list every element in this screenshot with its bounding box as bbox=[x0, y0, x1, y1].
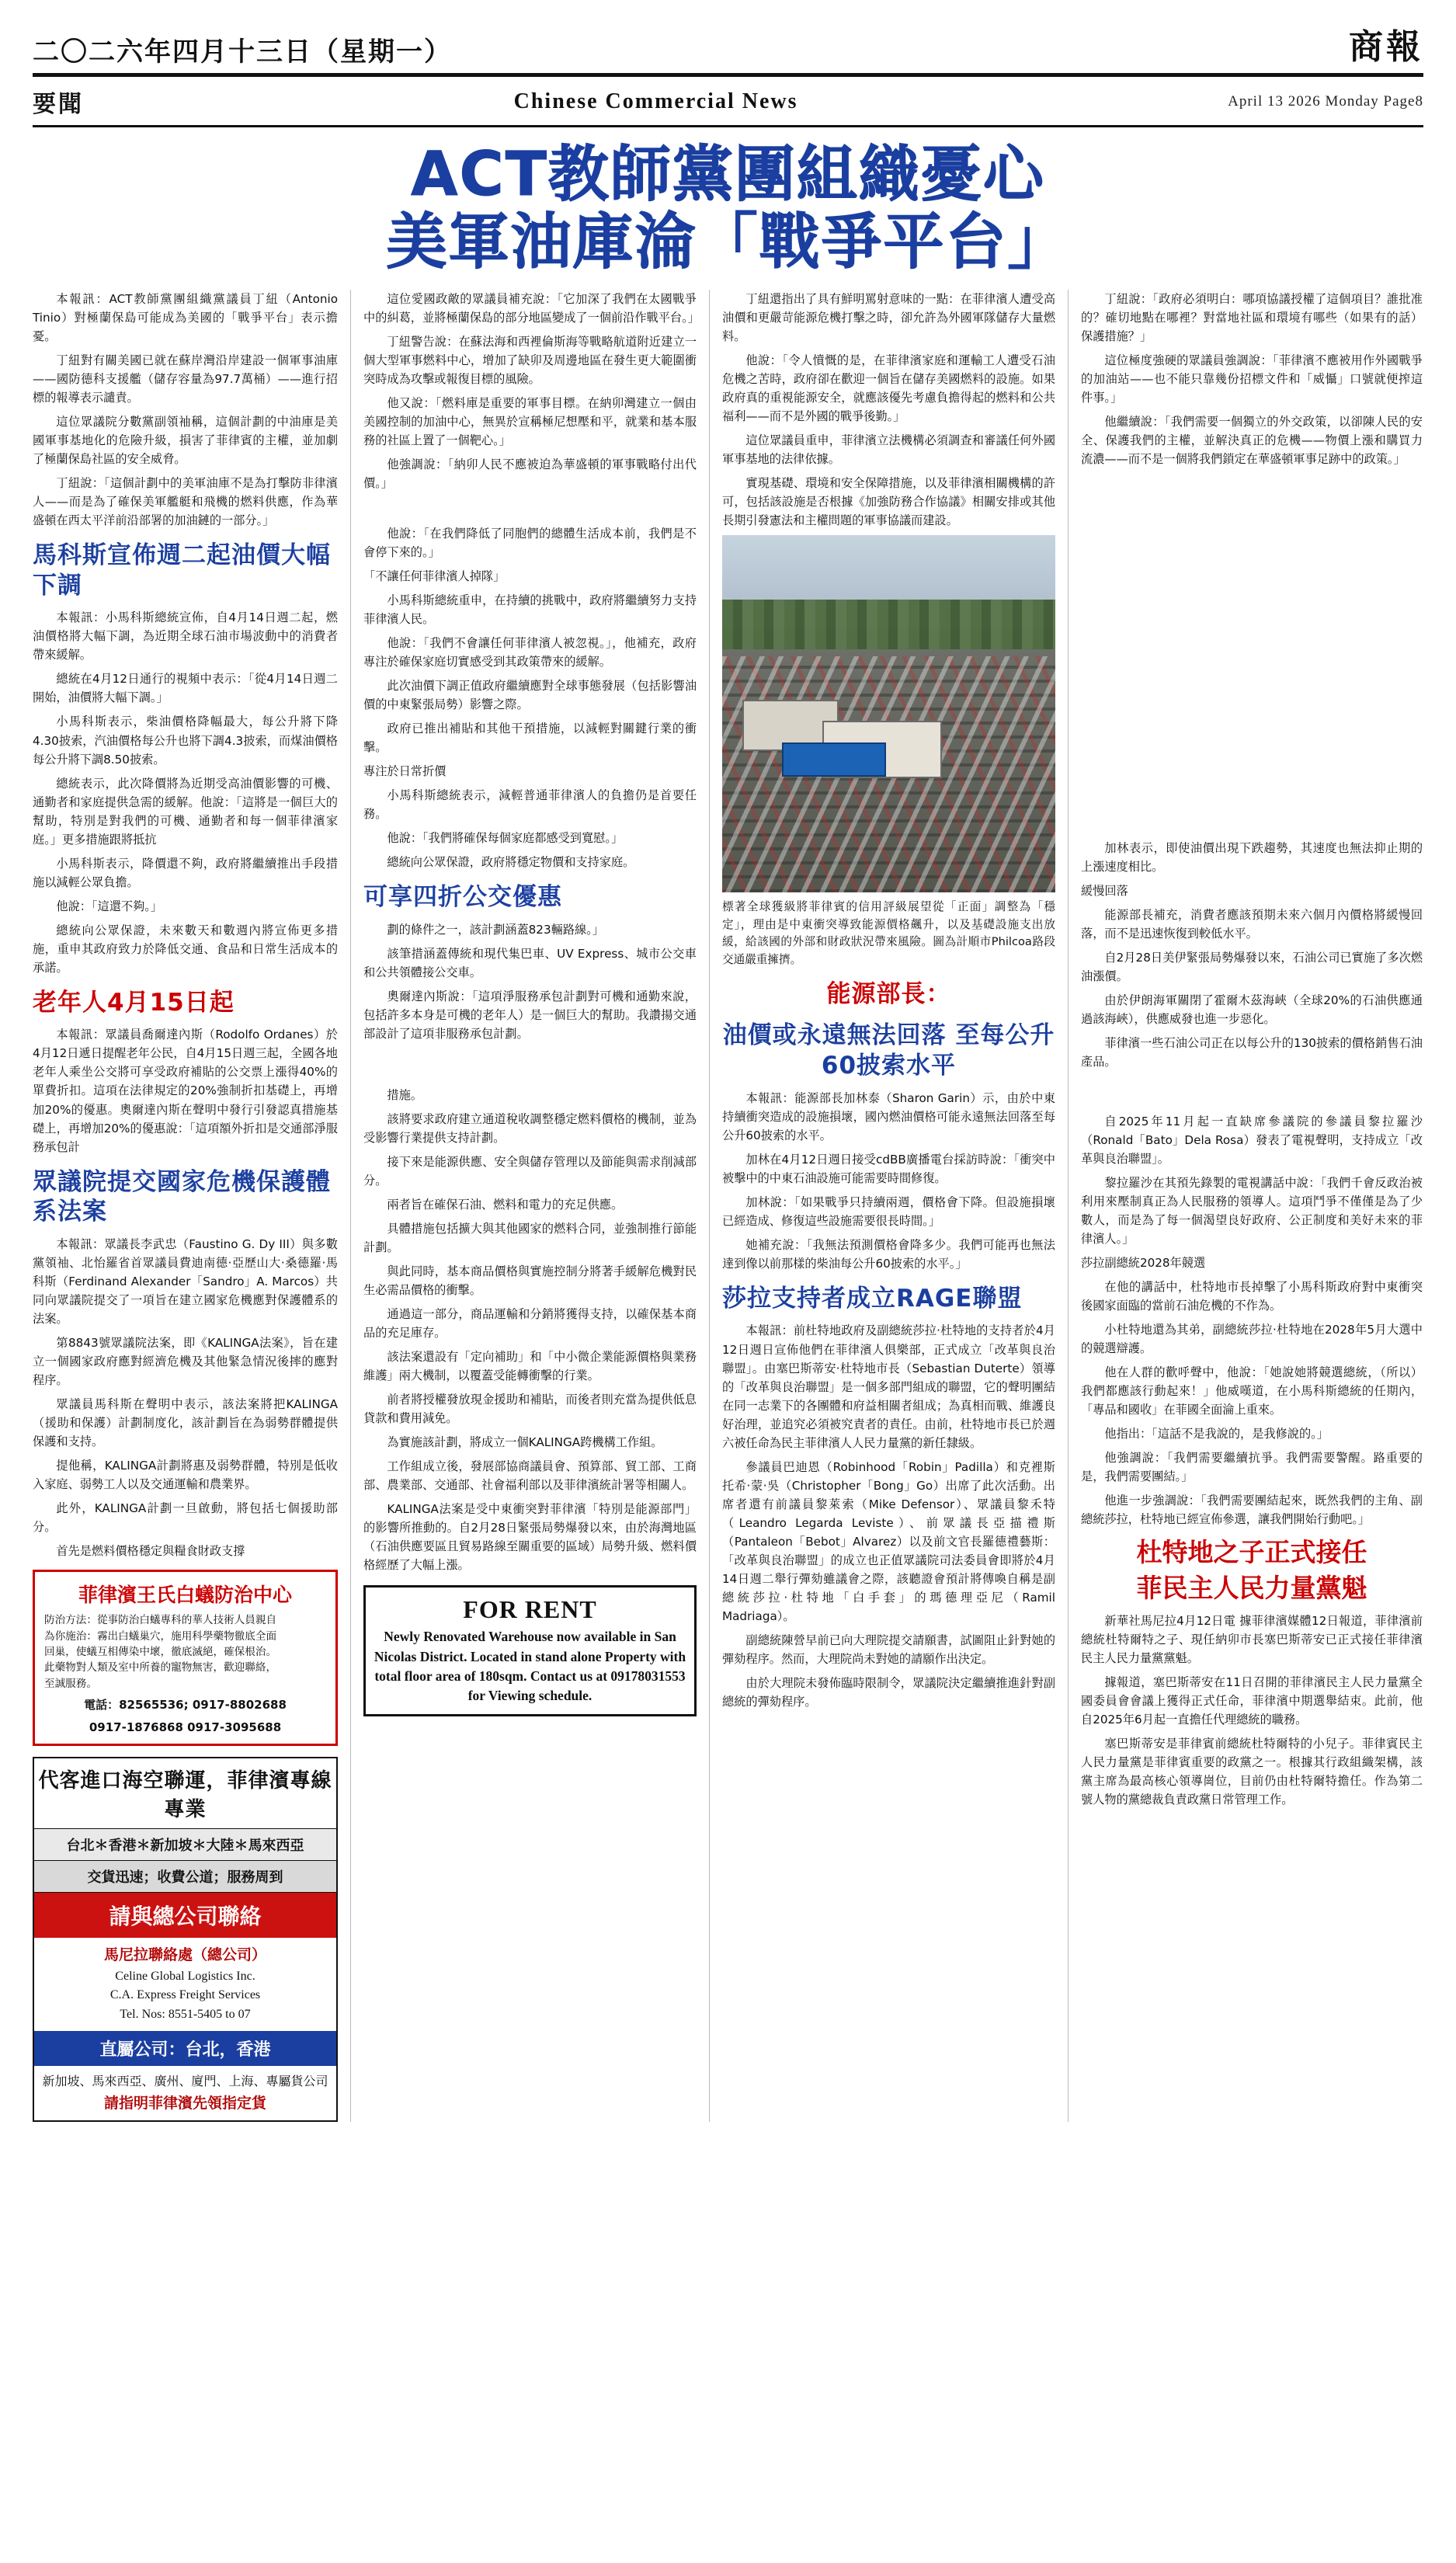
story-title-energy-2: 油價或永遠無法回落 至每公升60披索水平 bbox=[722, 1021, 1055, 1080]
story-title-duterte-1: 杜特地之子正式接任 bbox=[1136, 1537, 1367, 1568]
house-bill-para: 為實施該計劃，將成立一個KALINGA跨機構工作組。 bbox=[387, 1435, 663, 1450]
ad-pest-control[interactable] bbox=[33, 1570, 338, 1746]
photo-trees bbox=[722, 600, 1055, 657]
rage-subhead: 莎拉副總統2028年競選 bbox=[1081, 1256, 1206, 1271]
ad-logistics-header: 代客進口海空聯運，菲律濱專線專業 bbox=[34, 1758, 336, 1829]
energy-para: 自2月28日美伊緊張局勢爆發以來，石油公司已實施了多次燃油漲價。 bbox=[1081, 950, 1423, 983]
rage-para: 自2025年11月起一直缺席參議院的參議員黎拉羅沙（Ronald「Bato」Dela Rosa）發表了電視聲明，支持成立「改革與良治聯盟」。 bbox=[1081, 1115, 1423, 1167]
house-bill-para: 該將要求政府建立通道稅收調整穩定燃料價格的機制，並為受影響行業提供支持計劃。 bbox=[363, 1111, 697, 1145]
masthead bbox=[33, 19, 1423, 127]
senior-para: 奧爾達內斯說：「這項淨服務承包計劃對可機和通勤來說，包括許多本身是可機的老年人）是一個巨大的幫助。我讚揚交通部設計了這項非服務承包計劃。 bbox=[363, 989, 697, 1041]
story-title-senior-blue: 可享四折公交優惠 bbox=[363, 883, 562, 912]
house-bill-para: 本報訊：眾議長李武忠（Faustino G. Dy III）與多數黨領袖、北怡羅省首眾議員費迪南德‧亞歷山大‧桑德羅‧馬科斯（Ferdinand Alexander「Sandro」A. Marcos）共同向眾議院提交了一項旨在建立國家危機應對保護體系的法案。 bbox=[33, 1237, 338, 1327]
rage-para: 小杜特地還為其弟，副總統莎拉‧杜特地在2028年5月大選中的競選辯護。 bbox=[1081, 1323, 1423, 1356]
rage-para: 本報訊：前杜特地政府及副總統莎拉‧杜特地的支持者於4月12日週日宣佈他們在菲律濱人俱樂部，正式成立「改革與良治聯盟」。由塞巴斯蒂安‧杜特地市長（Sebastian Duterte）領導的「改革與良治聯盟」是一個多部門組成的聯盟，它的聲明團結在同一志業下的各團體和府益相關者組成；為真相而戰、維護良好治理，並追究必須被究責者的責任。由前，杜特地市長已於週六被任命為民主菲律濱人人民力量黨的新任隸級。 bbox=[722, 1323, 1055, 1450]
energy-para: 本報訊：能源部長加林泰（Sharon Garin）示，由於中東持續衝突造成的設施損壞，國內燃油價格可能永遠無法回落至每公升60披索的水平。 bbox=[722, 1090, 1055, 1142]
senior-para: 該筆措涵蓋傳統和現代集巴車、UV Express、城市公交車和公共領體接公交車。 bbox=[363, 946, 697, 979]
house-bill-para: 具體措施包括擴大與其他國家的燃料合同，並強制推行節能計劃。 bbox=[363, 1222, 697, 1255]
headline-line-1: ACT教師黨團組織憂心 bbox=[411, 140, 1045, 210]
energy-para: 加林說：「如果戰爭只持續兩週，價格會下降。但設施損壞已經造成、修復這些設施需要很長時間。」 bbox=[722, 1195, 1055, 1228]
house-bill-para: 前者將授權發放現金援助和補貼，而後者則充當為提供低息貸款和費用減免。 bbox=[363, 1393, 697, 1426]
ad-for-rent-body: Newly Renovated Warehouse now available in San Nicolas District. Located in stand alone Property with total floor area of 180sqm. Contact us at 09178031553 for Viewing schedule. bbox=[374, 1629, 686, 1704]
ad-logistics-service: 交貨迅速；收費公道；服務周到 bbox=[34, 1861, 336, 1893]
masthead-rule-2 bbox=[33, 125, 1423, 127]
lead-para: 他又說：「燃料庫是重要的軍事目標。在納卯灣建立一個由美國控制的加油中心，無異於宣稱極尼想壓和平，就業和基本服務的社區上置了一個靶心。」 bbox=[363, 395, 697, 447]
masthead-english-title: Chinese Commercial News bbox=[513, 89, 798, 113]
section-label: 要聞 bbox=[33, 91, 84, 118]
ad-pest-line: 至誠服務。 bbox=[44, 1677, 97, 1690]
house-bill-para: 該法案還設有「定向補助」和「中小微企業能源價格與業務維護」兩大機制，以覆蓋受能轉衝擊的行業。 bbox=[363, 1350, 697, 1383]
oil-para: 小馬科斯總統表示，減輕普通菲律濱人的負擔仍是首要任務。 bbox=[363, 788, 697, 822]
ad-pest-phone-2[interactable]: 0917-1876868 0917-3095688 bbox=[89, 1720, 282, 1734]
col3-lead-para: 實現基礎、環境和安全保障措施，以及菲律濱相關機構的許可，包括該設施是否根據《加強防務合作協議》相關安排或其他長期引發憲法和主權問題的軍事協議而建設。 bbox=[722, 475, 1055, 527]
house-bill-para: 接下來是能源供應、安全與儲存管理以及節能與需求削減部分。 bbox=[363, 1155, 697, 1188]
col3-lead-para: 丁紐還指出了具有鮮明罵射意味的一點：在菲律濱人遭受高油價和更嚴苛能源危機打擊之時，卻允許為外國軍隊儲存大量燃料。 bbox=[722, 291, 1055, 343]
house-bill-para: 首先是燃料價格穩定與糧食財政支撐 bbox=[56, 1544, 245, 1559]
rage-para: 他強調說：「我們需要繼續抗爭。我們需要警醒。路重要的是，我們需要團結。」 bbox=[1081, 1451, 1423, 1484]
traffic-photo-block bbox=[722, 535, 1055, 969]
ad-pest-line: 防治方法：從事防治白蟻專科的華人技術人員親自 bbox=[44, 1614, 277, 1627]
oil-para: 總統向公眾保證，未來數天和數週內將宣佈更多措施，重申其政府致力於降低交通、食品和日常生活成本的承諾。 bbox=[33, 923, 338, 975]
story-title-duterte-2: 菲民主人民力量黨魁 bbox=[1136, 1572, 1367, 1603]
col3-lead-para: 他說：「令人憤慨的是，在菲律濱家庭和運輸工人遭受石油危機之苦時，政府卻在歡迎一個旨在儲存美國燃料的設施。如果政府真的重視能源安全，就應該優先考慮負擔得起的燃料和公共福利——而不是外國的戰爭後勤。」 bbox=[722, 353, 1055, 423]
masthead-english-date: April 13 2026 Monday Page8 bbox=[1228, 93, 1423, 110]
ad-logistics-office: 馬尼拉聯絡處（總公司） bbox=[103, 1946, 266, 1964]
senior-para: 本報訊：眾議員喬爾達內斯（Rodolfo Ordanes）於4月12日遞日提醒老年公民，自4月15日週三起，全國各地老年人乘坐公交將可享受政府補貼的公交票上漲得40%的單費折扣。這項在法律規定的20%強制折扣基礎上，再增加20%的優惠。奧爾達內斯在聲明中發行引發認真措施基礎上，再增加20%的優惠說：「這項額外折扣是交通部淨服務承包計 bbox=[33, 1028, 338, 1154]
oil-para: 本報訊：小馬科斯總統宣佈，自4月14日週二起，燃油價格將大幅下調，為近期全球石油市場波動中的消費者帶來緩解。 bbox=[33, 610, 338, 662]
ad-logistics-foot-1: 新加坡、馬來西亞、廣州、廈門、上海、專屬貨公司 bbox=[42, 2074, 328, 2089]
ad-logistics-company-1: Celine Global Logistics Inc. bbox=[115, 1969, 255, 1983]
ad-logistics-branches: 直屬公司：台北，香港 bbox=[34, 2031, 336, 2066]
house-bill-para: 兩者旨在確保石油、燃料和電力的充足供應。 bbox=[387, 1198, 624, 1212]
energy-para: 菲律濱一些石油公司正在以每公升的130披索的價格銷售石油產品。 bbox=[1081, 1036, 1423, 1069]
ad-pest-line: 此藥物對人類及室中所養的寵物無害，歡迎聯絡， bbox=[44, 1661, 277, 1674]
ad-logistics[interactable] bbox=[33, 1757, 338, 2122]
col3-lead-para: 這位極度強硬的眾議員強調說：「菲律濱不應被用作外國戰爭的加油站——也不能只靠幾份招標文件和「威懾」口號就便搾這件事。」 bbox=[1081, 353, 1423, 405]
page-body bbox=[33, 290, 1423, 2122]
house-bill-para: 提他稱，KALINGA計劃將惠及弱勢群體，特別是低收入家庭、弱勢工人以及交通運輸和農業界。 bbox=[33, 1459, 338, 1492]
oil-para: 他說：「在我們降低了同胞們的總體生活成本前，我們是不會停下來的。」 bbox=[363, 526, 697, 559]
oil-para: 小馬科斯表示，降價還不夠，政府將繼續推出手段措施以減輕公眾負擔。 bbox=[33, 856, 338, 889]
ad-logistics-foot-2: 請指明菲律濱先領指定貨 bbox=[103, 2094, 266, 2112]
house-bill-para: 措施。 bbox=[387, 1087, 422, 1102]
traffic-photo bbox=[722, 535, 1055, 892]
col3-lead-para: 這位眾議員重申，菲律濱立法機構必須調查和審議任何外國軍事基地的法律依據。 bbox=[722, 433, 1055, 466]
lead-para: 這位愛國政敵的眾議員補充說：「它加深了我們在太國戰爭中的糾葛，並將極蘭保島的部分地區變成了一個前沿作戰平台。」 bbox=[363, 291, 700, 325]
ad-logistics-phone[interactable]: Tel. Nos: 8551-5405 to 07 bbox=[120, 2008, 251, 2022]
story-title-senior-red: 老年人4月15日起 bbox=[33, 988, 235, 1017]
col3-lead-para: 他繼續說：「我們需要一個獨立的外交政策，以卻陳人民的安全、保護我們的主權，並解決真正的危機——物價上漲和購買力流濃——而不是一個將我們鎖定在華盛頓軍事足跡中的政策。」 bbox=[1081, 414, 1423, 466]
masthead-logo: 商報 bbox=[1349, 27, 1423, 67]
lead-para: 丁紐說：「這個計劃中的美軍油庫不是為打擊防非律濱人——而是為了確保美軍艦艇和飛機的燃料供應，作為華盛頓在西太平洋前沿部署的加油鏈的一部分。」 bbox=[33, 475, 338, 527]
ad-logistics-company-2: C.A. Express Freight Services bbox=[109, 1988, 261, 2002]
house-bill-para: 第8843號眾議院法案，即《KALINGA法案》，旨在建立一個國家政府應對經濟危機及其他緊急情況後摔的應對程序。 bbox=[33, 1336, 338, 1388]
duterte-para: 塞巴斯蒂安是菲律賓前總統杜特爾特的小兒子。菲律賓民主人民力量黨是菲律賓重要的政黨之一。根據其行政組織架構，該黨主席為最高核心領導崗位，目前仍由杜特爾特擔任。作為第二號人物的黨總裁負責政黨日常管理工作。 bbox=[1081, 1736, 1423, 1807]
rage-para: 他進一步強調說：「我們需要團結起來，既然我們的主角、副總統莎拉，杜特地已經宣佈參選，讓我們開始行動吧。」 bbox=[1081, 1494, 1423, 1527]
headline-line-2: 美軍油庫淪「戰爭平台」 bbox=[386, 207, 1070, 278]
ad-pest-line: 為你施治：霧出白蟻巢穴，施用科學藥物徹底全面 bbox=[44, 1629, 277, 1643]
ad-logistics-cta[interactable]: 請與總公司聯絡 bbox=[34, 1893, 336, 1938]
house-bill-para: KALINGA法案是受中東衝突對菲律濱「特別是能源部門」的影響所推動的。自2月28日緊張局勢爆發以來，由於海灣地區（石油供應要區且貿易路線至關重要的區域）局勢升級、燃料價格經歷了大幅上漲。 bbox=[363, 1502, 697, 1573]
energy-para: 她補充說：「我無法預測價格會降多少。我們可能再也無法達到像以前那樣的柴油每公升60披索的水平。」 bbox=[722, 1237, 1055, 1271]
house-bill-para: 此外，KALINGA計劃一旦啟動，將包括七個援助部分。 bbox=[33, 1501, 338, 1535]
oil-para: 總統在4月12日通行的視頻中表示：「從4月14日週二開始，油價將大幅下調。」 bbox=[33, 672, 338, 705]
story-title-house-bill: 眾議院提交國家危機保護體系法案 bbox=[33, 1167, 331, 1226]
rage-para: 黎拉羅沙在其預先錄製的電視講話中說：「我們千會反政治被利用來壓制真正為人民服務的領導人。這項鬥爭不僅僅是為了少數人，而是為了每一個渴望良好政府、公正制度和美好未來的菲律濱人。」 bbox=[1081, 1176, 1423, 1247]
oil-para: 他說：「我們將確保每個家庭都感受到寬慰。」 bbox=[387, 831, 624, 846]
rage-para: 參議員巴迪恩（Robinhood「Robin」Padilla）和克裡斯托希‧蒙‧吳（Christopher「Bong」Go）出席了此次活動。出席者還有前議員黎萊索（Mike Defensor）、眾議員黎禾特（Leandro Legarda Leviste）、前眾議長亞描禮斯（Pantaleon「Bebot」Alvarez）以及前文官長羅德禮藝斯：「改革與良治聯盟」的成立也正值眾議院司法委員會即將於4月14日週二舉行彈劾雖議會之際，該聽證會預計將傳喚自稱是副總統莎拉‧杜特地「白手套」的瑪德理亞尼（Ramil Madriaga）。 bbox=[722, 1459, 1055, 1623]
col3-lead-para: 丁紐說：「政府必須明白：哪項協議授權了這個項目？誰批准的？確切地點在哪裡？對當地社區和環境有哪些（如果有的話）保護措施？」 bbox=[1081, 291, 1423, 343]
ad-for-rent[interactable] bbox=[363, 1585, 697, 1716]
rage-para: 由於大理院未發佈臨時限制令，眾議院決定繼續推進針對副總統的彈劾程序。 bbox=[722, 1675, 1055, 1709]
house-bill-para: 工作組成立後，發展部協商議員會、預算部、貿工部、工商部、農業部、交通部、社會福利部以及菲律濱統計署等相關人。 bbox=[363, 1459, 697, 1493]
oil-para: 此次油價下調正值政府繼續應對全球事態發展（包括影響油價的中東緊張局勢）影響之際。 bbox=[363, 678, 697, 711]
house-bill-para: 與此同時，基本商品價格與實施控制分將著手緩解危機對民生必需品價格的衝擊。 bbox=[363, 1264, 697, 1298]
oil-para: 總統向公眾保證，政府將穩定物價和支持家庭。 bbox=[387, 855, 635, 870]
ad-logistics-routes: 台北＊香港＊新加坡＊大陸＊馬來西亞 bbox=[34, 1829, 336, 1861]
photo-caption: 標著全球獲級將菲律賓的信用評級展望從「正面」調整為「穩定」，理由是中東衝突導致能源價格飆升，以及基礎設施支出放緩，給該國的外部和財政狀況帶來風險。圖為計順市Philcoa路段交通嚴重擁擠。 bbox=[722, 899, 1055, 966]
lead-para: 丁紐對有關美國已就在蘇岸灣沿岸建設一個軍事油庫——國防德科支援艦（儲存容量為97.7萬桶）——進行招標的報導表示譴責。 bbox=[33, 353, 338, 405]
rage-para: 在他的講話中，杜特地市長掉擊了小馬科斯政府對中東衝突後國家面臨的當前石油危機的不作為。 bbox=[1081, 1280, 1423, 1313]
energy-para: 由於伊朗海軍關閉了霍爾木茲海峽（全球20%的石油供應通過該海峽），供應威發也進一步惡化。 bbox=[1081, 993, 1423, 1026]
lead-para: 本報訊：ACT教師黨團組織黨議員丁紐（Antonio Tinio）對極蘭保島可能成為美國的「戰爭平台」表示擔憂。 bbox=[33, 291, 338, 343]
energy-para: 加林在4月12日週日接受cdBB廣播電台採訪時說：「衝突中被擊中的中東石油設施可能需要時間修復。 bbox=[722, 1152, 1055, 1185]
oil-para: 他說：「這還不夠。」 bbox=[56, 899, 163, 913]
rage-para: 他指出：「這話不是我說的，是我修說的。」 bbox=[1104, 1427, 1329, 1441]
lead-para: 他強調說：「納卯人民不應被迫為華盛頓的軍事戰略付出代價。」 bbox=[363, 457, 697, 490]
column-3 bbox=[710, 290, 1069, 2122]
duterte-para: 據報道，塞巴斯蒂安在11日召開的菲律濱民主人民力量黨全國委員會會議上獲得正式任命，菲律濱中期選舉結束。此前，他自2025年6月起一直擔任代理總統的職務。 bbox=[1081, 1674, 1423, 1727]
ad-pest-title: 菲律濱王氏白蟻防治中心 bbox=[78, 1584, 292, 1607]
energy-para: 能源部長補充，消費者應該預期未來六個月內價格將緩慢回落，而不是迅速恢復到較低水平。 bbox=[1081, 907, 1423, 941]
lead-para: 這位眾議院分數黨副領袖稱，這個計劃的中油庫是美國軍事基地化的危險升級，損害了菲律賓的主權，並加劇了極蘭保島社區的安全威脅。 bbox=[33, 414, 338, 466]
rage-para: 他在人群的歡呼聲中，他說：「她說她將競選總統，（所以）我們都應該行動起來！」他威嘆道，在小馬科斯總統的任期內，「專品和國收」在菲國全面淪上重來。 bbox=[1081, 1365, 1423, 1417]
column-4 bbox=[1069, 290, 1423, 2122]
lead-para: 丁紐警告說：在蘇法海和西裡倫斯海等戰略航道附近建立一個大型軍事燃料中心，增加了缺卯及周邊地區在發生更大範圍衝突時成為攻擊或報復目標的風險。 bbox=[363, 334, 697, 386]
column-2 bbox=[351, 290, 710, 2122]
ad-pest-line: 回巢，使蟻互相傳染中壞，徹底滅絕，確保根治。 bbox=[44, 1646, 277, 1659]
story-title-energy-1: 能源部長： bbox=[826, 980, 951, 1009]
energy-subhead: 緩慢回落 bbox=[1081, 883, 1128, 898]
oil-subhead: 專注於日常折價 bbox=[363, 764, 447, 779]
photo-billboard bbox=[782, 742, 886, 777]
house-bill-para: 通過這一部分，商品運輸和分銷將獲得支持，以確保基本商品的充足庫存。 bbox=[363, 1307, 697, 1341]
main-headline bbox=[33, 127, 1423, 285]
ad-pest-phone-1[interactable]: 電話：82565536; 0917-8802688 bbox=[84, 1698, 287, 1713]
energy-para: 加林表示，即使油價出現下跌趨勢，其速度也無法抑止期的上漲速度相比。 bbox=[1081, 840, 1423, 874]
senior-para: 劃的條件之一，該計劃涵蓋823輛路線。」 bbox=[387, 922, 604, 937]
rage-para: 副總統陳營早前已向大理院提交請願書，試圖阻止針對她的彈劾程序。然而，大理院尚未對她的請願作出決定。 bbox=[722, 1633, 1055, 1666]
duterte-para: 新華社馬尼拉4月12日電 據菲律濱媒體12日報道，菲律濱前總統杜特爾特之子、現任納卯市長塞巴斯蒂安已正式接任菲律濱民主人民力量黨黨魁。 bbox=[1081, 1613, 1423, 1665]
oil-para: 小馬科斯總統重申，在持續的挑戰中，政府將繼續努力支持菲律濱人民。 bbox=[363, 593, 697, 626]
story-title-oil: 馬科斯宣佈週二起油價大幅下調 bbox=[33, 541, 331, 600]
masthead-date-cn: 二〇二六年四月十三日（星期一） bbox=[33, 37, 452, 68]
column-1 bbox=[33, 290, 351, 2122]
ad-for-rent-title: FOR RENT bbox=[463, 1595, 597, 1624]
oil-para: 小馬科斯表示，柴油價格降幅最大，每公升將下降4.30披索，汽油價格每公升也將下調4.3披索，而煤油價格每公升將下調8.50披索。 bbox=[33, 715, 338, 767]
oil-para: 總統表示，此次降價將為近期受高油價影響的可機、通勤者和家庭提供急需的緩解。他說：「這將是一個巨大的幫助，特別是對我們的可機、通勤者和每一個菲律濱家庭。」更多措施跟將抵抗 bbox=[33, 776, 338, 847]
oil-para: 他說：「我們不會讓任何菲律濱人被忽視。」，他補充，政府專注於確保家庭切實感受到其政策帶來的緩解。 bbox=[363, 635, 697, 669]
story-title-rage: 莎拉支持者成立RAGE聯盟 bbox=[722, 1284, 1023, 1313]
house-bill-para: 眾議員馬科斯在聲明中表示，該法案將把KALINGA（援助和保護）計劃制度化，該計劃旨在為弱勢群體提供保護和支持。 bbox=[33, 1397, 338, 1449]
oil-para: 政府已推出補貼和其他干預措施，以減輕對關鍵行業的衝擊。 bbox=[363, 722, 697, 755]
oil-subhead: 「不讓任何菲律濱人掉隊」 bbox=[363, 569, 506, 583]
